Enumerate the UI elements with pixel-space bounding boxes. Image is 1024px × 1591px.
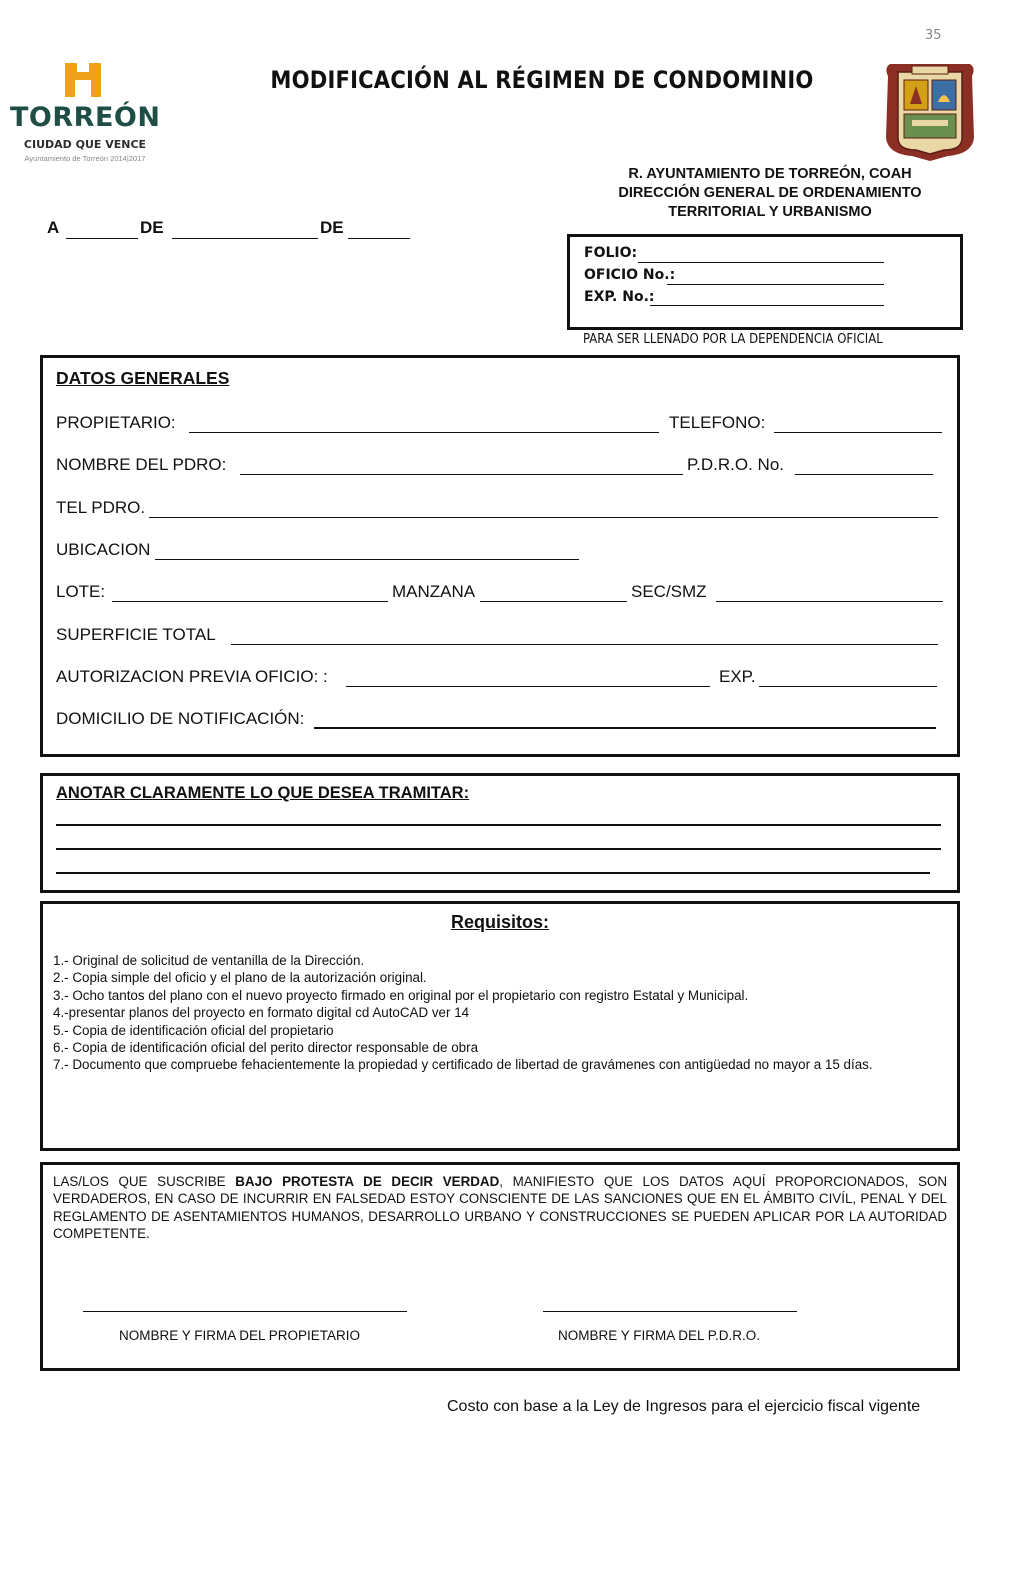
general-data-section [40, 355, 960, 757]
lote-label: LOTE: [56, 582, 106, 601]
domicilio-label: DOMICILIO DE NOTIFICACIÓN: [56, 709, 305, 728]
folio-field[interactable] [638, 262, 884, 263]
superficie-field[interactable] [231, 644, 938, 645]
date-de-label-2: DE [320, 218, 344, 237]
telefono-field[interactable] [774, 432, 942, 433]
year-field[interactable] [348, 238, 410, 239]
pdro-signature-label: NOMBRE Y FIRMA DEL P.D.R.O. [558, 1328, 761, 1343]
exp-label: EXP. No.: [584, 289, 655, 305]
propietario-field[interactable] [189, 432, 659, 433]
declaration-section [40, 1162, 960, 1371]
nombre-pdro-label: NOMBRE DEL PDRO: [56, 455, 227, 474]
declaration-text [53, 1173, 947, 1243]
request-line-2[interactable] [56, 848, 941, 850]
exp-field[interactable] [650, 305, 884, 306]
sec-smz-field[interactable] [716, 601, 943, 602]
requirements-section [40, 901, 960, 1151]
authority-line: TERRITORIAL Y URBANISMO [668, 204, 872, 220]
torreon-logo-mark-icon [64, 62, 102, 98]
manzana-label: MANZANA [392, 582, 476, 601]
request-line-3[interactable] [56, 872, 930, 874]
requirement-item: 1.- Original de solicitud de ventanilla de la Dirección. [53, 953, 365, 968]
request-description-section [40, 773, 960, 893]
lote-field[interactable] [112, 601, 388, 602]
sec-smz-label: SEC/SMZ [631, 582, 707, 601]
oficio-field[interactable] [667, 284, 884, 285]
municipal-coat-of-arms-icon [882, 58, 978, 162]
authority-line: DIRECCIÓN GENERAL DE ORDENAMIENTO [618, 185, 922, 201]
cost-note: Costo con base a la Ley de Ingresos para el ejercicio fiscal vigente [447, 1398, 921, 1415]
date-a-label: A [47, 218, 60, 237]
pdro-no-field[interactable] [795, 474, 933, 475]
date-line [47, 218, 59, 238]
official-use-note: PARA SER LLENADO POR LA DEPENDENCIA OFICIAL [583, 332, 883, 347]
manzana-field[interactable] [480, 601, 627, 602]
requirement-item: 5.- Copia de identificación oficial del propietario [53, 1022, 334, 1038]
tel-pdro-label: TEL PDRO. [56, 498, 146, 517]
pdro-signature-field[interactable] [543, 1311, 797, 1312]
telefono-label: TELEFONO: [669, 413, 766, 432]
requirement-item: 3.- Ocho tantos del plano con el nuevo proyecto firmado en original por el propietario con registro Estatal y Municipal. [53, 987, 749, 1003]
requirement-item: 2.- Copia simple del oficio y el plano de la autorización original. [53, 970, 427, 986]
requirements-heading: Requisitos: [450, 912, 549, 932]
document-title: MODIFICACIÓN AL RÉGIMEN DE CONDOMINIO [270, 66, 814, 94]
pdro-no-label: P.D.R.O. No. [687, 455, 784, 474]
requirement-item: 7.- Documento que compruebe fehacientemente la propiedad y certificado de libertad de gravámenes con antigüedad no mayor a 15 días. [53, 1057, 873, 1073]
logo-name: TORREÓN [10, 102, 161, 133]
day-field[interactable] [66, 238, 138, 239]
logo-subtitle: Ayuntamiento de Torreón 2014|2017 [24, 154, 146, 163]
page-number: 35 [925, 28, 942, 43]
requirements-list [53, 952, 873, 1074]
date-de-label: DE [140, 218, 164, 237]
request-line-1[interactable] [56, 824, 941, 826]
month-field[interactable] [172, 238, 318, 239]
owner-signature-field[interactable] [83, 1311, 407, 1312]
autorizacion-exp-field[interactable] [759, 686, 937, 687]
autorizacion-label: AUTORIZACION PREVIA OFICIO: : [56, 667, 328, 686]
owner-signature-label: NOMBRE Y FIRMA DEL PROPIETARIO [119, 1328, 361, 1343]
superficie-label: SUPERFICIE TOTAL [56, 625, 216, 644]
logo-slogan: CIUDAD QUE VENCE [23, 138, 147, 151]
propietario-label: PROPIETARIO: [56, 413, 176, 432]
request-description-heading: ANOTAR CLARAMENTE LO QUE DESEA TRAMITAR: [56, 784, 470, 802]
general-data-heading: DATOS GENERALES [56, 368, 230, 388]
domicilio-field[interactable] [314, 727, 936, 729]
authority-header [580, 165, 960, 222]
autorizacion-field[interactable] [346, 686, 710, 687]
torreon-logo [10, 62, 160, 162]
nombre-pdro-field[interactable] [240, 474, 683, 475]
declaration-oath: BAJO PROTESTA DE DECIR VERDAD [235, 1174, 500, 1189]
requirement-item: 4.-presentar planos del proyecto en formato digital cd AutoCAD ver 14 [53, 1005, 470, 1021]
ubicacion-field[interactable] [155, 559, 579, 560]
folio-label: FOLIO: [584, 245, 638, 261]
autorizacion-exp-label: EXP. [719, 667, 756, 686]
ubicacion-label: UBICACION [56, 540, 151, 559]
tel-pdro-field[interactable] [149, 517, 938, 518]
official-use-box [567, 234, 963, 330]
oficio-label: OFICIO No.: [584, 267, 676, 283]
declaration-text-start: LAS/LOS QUE SUSCRIBE [53, 1174, 236, 1189]
declaration-text-end: , MANIFIESTO QUE LOS DATOS AQUÍ PROPORCIONADOS, SON VERDADEROS, EN CASO DE INCURRIR EN FALSEDAD ESTOY CONSCIENTE DE LAS SANCIONES QUE EN EL ÁMBITO CIVÍL, PENAL Y DEL REGLAMENTO DE ASENTAMIENTOS HUMANOS, DESARROLLO URBANO Y CONSTRUCCIONES SE PUEDEN APLICAR POR LA AUTORIDAD COMPETENTE. [53, 1174, 947, 1242]
requirement-item: 6.- Copia de identificación oficial del perito director responsable de obra [53, 1040, 479, 1056]
authority-line: R. AYUNTAMIENTO DE TORREÓN, COAH [628, 166, 912, 182]
